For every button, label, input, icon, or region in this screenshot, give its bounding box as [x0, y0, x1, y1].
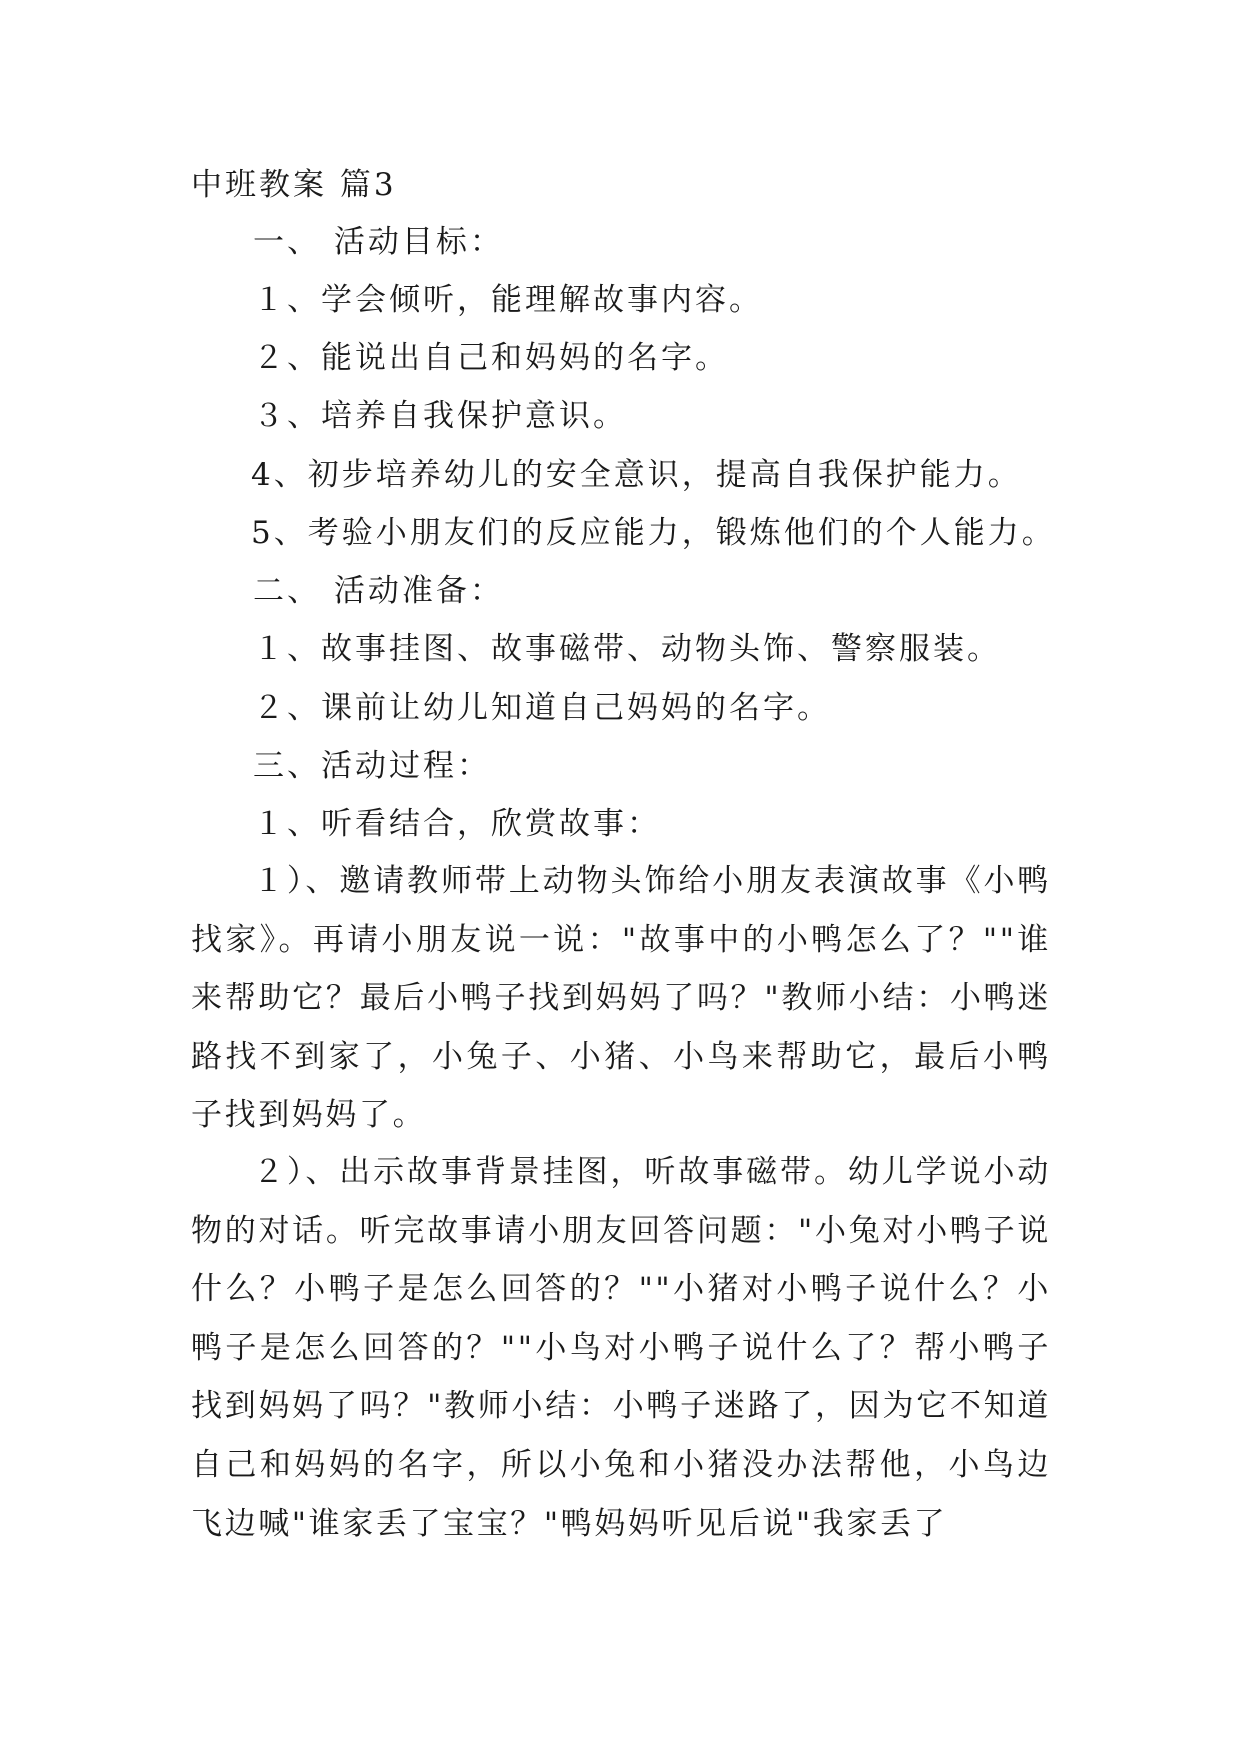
goal-item: ２、能说出自己和妈妈的名字。: [253, 340, 729, 376]
goal-item: 4、初步培养幼儿的安全意识，提高自我保护能力。: [251, 457, 1022, 493]
process-heading: 三、活动过程：: [253, 748, 491, 784]
prep-item: ２、课前让幼儿知道自己妈妈的名字。: [253, 690, 831, 726]
goals-heading: 一、 活动目标：: [253, 224, 504, 260]
goal-item: １、学会倾听，能理解故事内容。: [253, 282, 763, 318]
story-paragraph: ２）、出示故事背景挂图，听故事磁带。幼儿学说小动物的对话。听完故事请小朋友回答问题："小兔对小鸭子说什么？小鸭子是怎么回答的？""小猪对小鸭子说什么？小鸭子是怎么回答的？""小鸟对小鸭子说什么了？帮小鸭子找到妈妈了吗？"教师小结：小鸭子迷路了，因为它不知道自己和妈妈的名字，所以小兔和小猪没办法帮他，小鸟边飞边喊"谁家丢了宝宝？"鸭妈妈听见后说"我家丢了: [191, 1154, 1051, 1542]
story-paragraph: １）、邀请教师带上动物头饰给小朋友表演故事《小鸭找家》。再请小朋友说一说："故事中的小鸭怎么了？""谁来帮助它？最后小鸭子找到妈妈了吗？"教师小结：小鸭迷路找不到家了，小兔子、小猪、小鸟来帮助它，最后小鸭子找到妈妈了。: [191, 863, 1051, 1134]
process-step: １、听看结合，欣赏故事：: [253, 806, 661, 842]
goal-item: ３、培养自我保护意识。: [253, 398, 627, 434]
goal-item: 5、考验小朋友们的反应能力，锻炼他们的个人能力。: [251, 515, 1056, 551]
document-title: 中班教案 篇3: [191, 167, 397, 203]
prep-heading: 二、 活动准备：: [253, 573, 504, 609]
prep-item: １、故事挂图、故事磁带、动物头饰、警察服装。: [253, 631, 1001, 667]
